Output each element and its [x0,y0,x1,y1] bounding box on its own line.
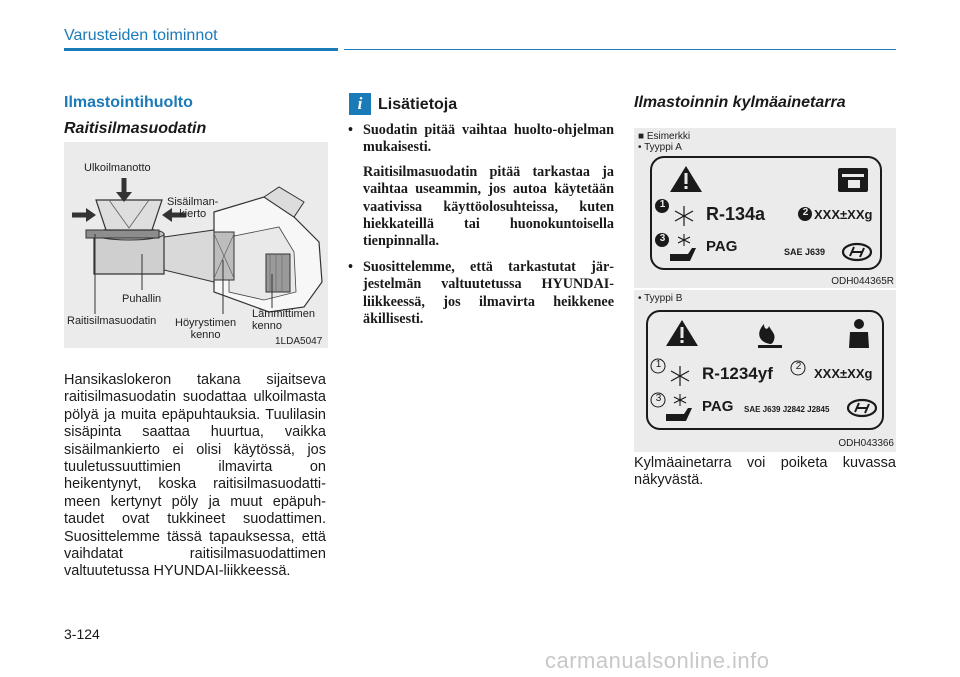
label-evaporator-line1: Höyrystimen [175,317,237,329]
flammable-icon [758,324,782,348]
subsection-title: Raitisilmasuodatin [64,120,207,137]
chapter-title: Varusteiden toiminnot [64,27,218,44]
hyundai-logo [848,400,876,416]
header-rule [344,49,896,50]
label-recirculation-line1: Sisäilman- [167,196,219,208]
refrigerant-label-type-a [650,156,882,270]
technician-icon [849,319,869,348]
label-recirculation [167,196,218,220]
label-heater-line1: Lämmittimen [252,308,315,320]
watermark: carmanualsonline.info [545,648,770,673]
label-blower: Puhallin [122,293,162,305]
air-filter-description: Hansikaslokeron takana sijaitseva raitisilmasuodatin suodattaa ulkoilmasta pölyä ja muita epäpuhtauksia. Tuulilasin sisäpinta saattaa huurtua, vaikka sisäilmankierto ei olisi käytössä, jos tuuletussuuttimien ilmavirta on heikentynyt, koska raitisilmasuodattimeen kertynyt pöly ja muut epäpuhtaudet ovat tukkineet suodattimen. Suosittelemme tässä tapauksessa, että vaihdatat raitisilmasuodattimen valtuutetussa HYUNDAI-liikkeessä. [64,372,326,580]
refrigerant-label-title: Ilmastoinnin kylmäainetarra [634,94,846,111]
info-item-1-text: Suodatin pitää vaihtaa huolto-ohjelman mukaisesti. [363,122,614,156]
refrigerant-type: R-1234yf [702,364,773,383]
hyundai-logo [843,244,871,260]
label-heater-line2: kenno [252,320,282,332]
refrigerant-amount: XXX±XXg [814,366,873,381]
info-list [346,122,614,336]
label-heater-core [252,308,315,332]
info-item-1-paragraph-2: Raitisilmasuodatin pitää tarkastaa ja vaihtaa useammin, jos autoa käytetään vaativissa käyttöolosuhteissa, kuten hiekkateillä tai huonokuntoisella tienpinnalla. [363,163,614,250]
oil-can-icon [666,394,692,421]
figure-code-b: ODH043366 [838,438,894,449]
number-2-badge: 2 [802,207,809,218]
snowflake-icon [671,366,689,386]
label-outside-air: Ulkoilmanotto [84,162,151,174]
example-caption: ■ Esimerkki [638,131,691,142]
refrigerant-type: R-134a [706,204,766,224]
figure-code-a: ODH044365R [831,276,894,287]
info-item-2-text: Suosittelemme, että tarkastutat järjestelmän valtuutetussa HYUNDAI-liikkeessä, jos ilmavirta heikkenee äkillisesti. [363,258,614,328]
figure-code: 1LDA5047 [275,336,323,347]
label-evaporator-core [175,317,236,341]
number-1-badge: 1 [655,359,662,370]
number-3-badge: 3 [659,233,666,244]
info-item-1 [346,122,614,251]
oil-type: PAG [706,238,738,255]
number-3-badge: 3 [655,393,662,404]
air-filter-figure [64,142,328,348]
page-number: 3-124 [64,626,100,642]
refrigerant-label-note: Kylmäainetarra voi poiketa kuvassa näkyvästä. [634,455,896,489]
oil-can-icon [670,234,696,261]
number-1-badge: 1 [659,199,666,210]
refrigerant-label-type-a-figure [634,128,896,288]
label-evaporator-line2: kenno [190,329,221,341]
number-2-badge: 2 [795,361,802,372]
header-accent-bar [64,48,338,51]
info-title: Lisätietoja [378,96,458,113]
refrigerant-label-type-b [646,310,884,430]
refrigerant-amount: XXX±XXg [814,207,873,222]
info-item-2 [346,259,614,329]
sae-standard: SAE J639 J2842 J2845 [744,405,830,414]
oil-type: PAG [702,398,734,415]
type-a-caption: • Tyyppi A [638,142,682,153]
type-b-caption: • Tyyppi B [638,293,683,304]
section-title: Ilmastointihuolto [64,94,193,111]
bullet: • [348,258,353,275]
info-icon: i [349,93,371,115]
label-recirculation-line2: kierto [179,208,207,220]
snowflake-icon [675,206,693,226]
refrigerant-label-type-b-figure [634,290,896,452]
bullet: • [348,122,353,138]
sae-standard: SAE J639 [784,247,826,257]
label-cabin-filter: Raitisilmasuodatin [67,315,157,327]
